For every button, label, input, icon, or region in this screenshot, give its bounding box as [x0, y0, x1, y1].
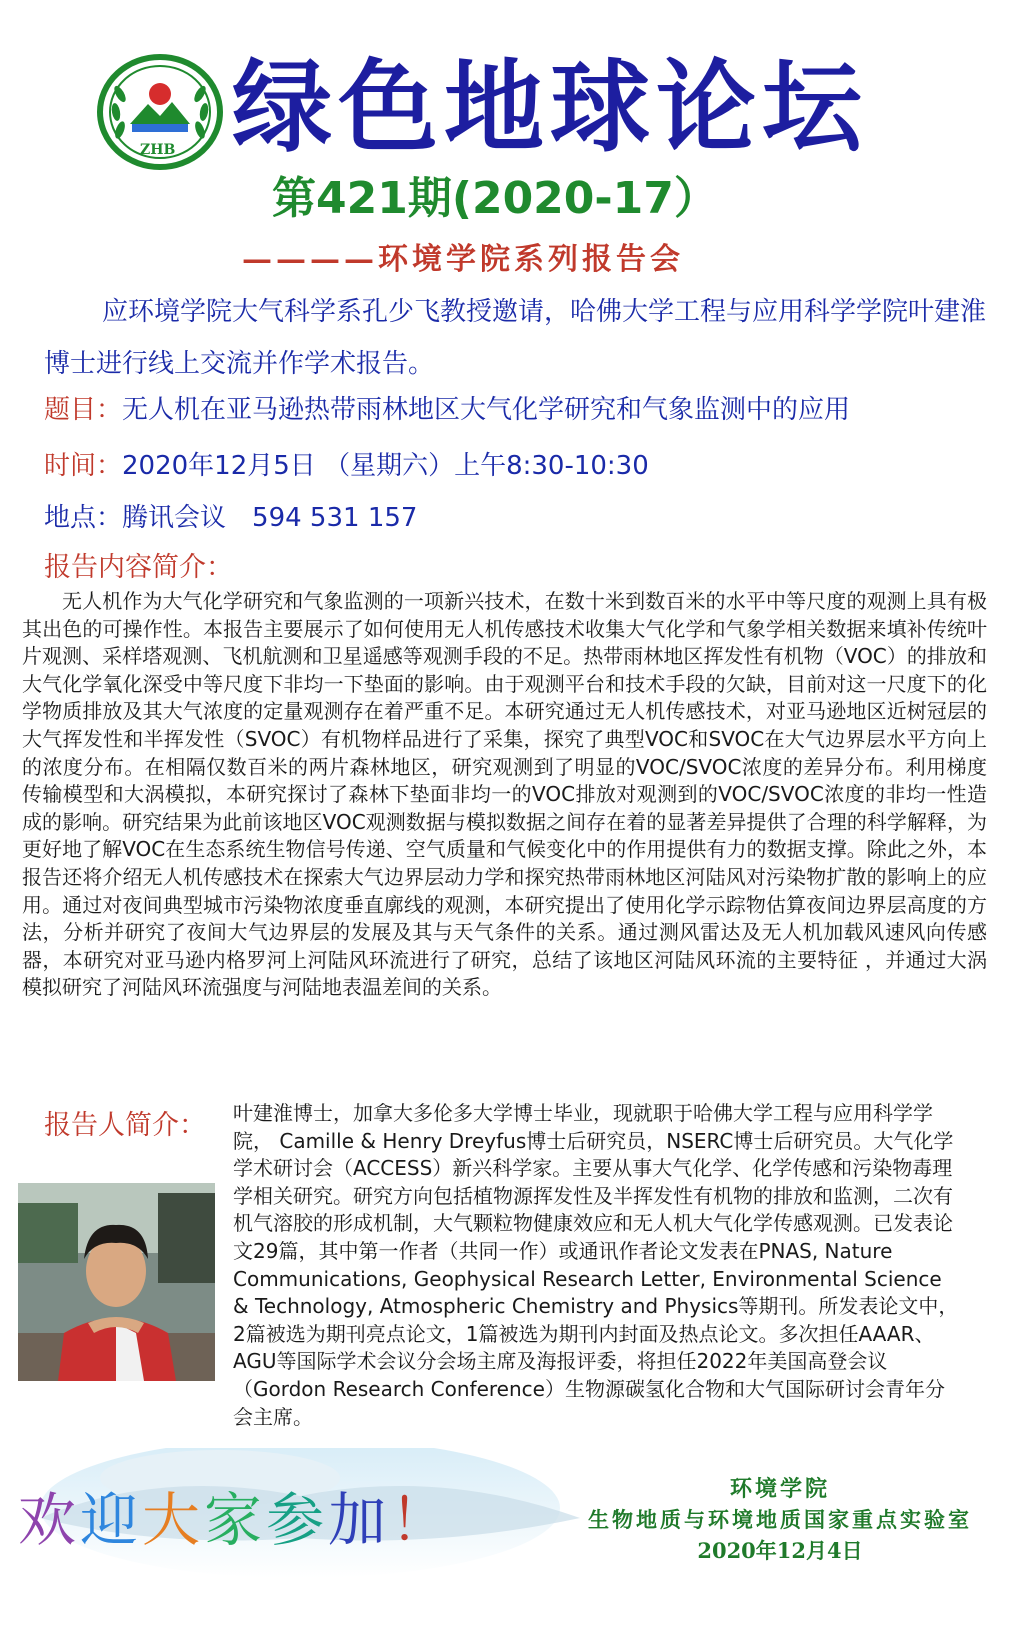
place-row	[44, 498, 417, 538]
speaker-photo	[18, 1183, 215, 1381]
welcome-char: 大	[142, 1486, 205, 1554]
series-subtitle: ————环境学院系列报告会	[242, 242, 684, 277]
time-value: 2020年12月5日 （星期六）上午8:30-10:30	[122, 451, 649, 481]
meeting-id: 594 531 157	[252, 503, 418, 533]
notice-date: 2020年12月4日	[697, 1538, 863, 1563]
organizer-school: 环境学院	[729, 1476, 830, 1502]
welcome-char: 参	[266, 1486, 329, 1554]
time-row	[44, 446, 649, 486]
place-value: 腾讯会议	[122, 503, 227, 533]
speaker-heading: 报告人简介：	[44, 1110, 206, 1141]
topic-value: 无人机在亚马逊热带雨林地区大气化学研究和气象监测中的应用	[122, 395, 851, 425]
issue-number: 第421期(2020-17）	[272, 173, 718, 224]
topic-row	[44, 390, 850, 430]
abstract-body: 无人机作为大气化学研究和气象监测的一项新兴技术，在数十米到数百米的水平中等尺度的观测上具有极其出色的可操作性。本报告主要展示了如何使用无人机传感技术收集大气化学和气象学相关数据来填补传统叶片观测、采样塔观测、飞机航测和卫星遥感等观测手段的不足。热带雨林地区挥发性有机物（VOC）的排放和大气化学氧化深受中等尺度下非均一下垫面的影响。由于观测平台和技术手段的欠缺，目前对这一尺度下的化学物质排放及其大气浓度的定量观测存在着严重不足。本研究通过无人机传感技术，对亚马逊地区近树冠层的大气挥发性和半挥发性（SVOC）有机物样品进行了采集，探究了典型VOC和SVOC在大气边界层水平方向上的浓度分布。在相隔仅数百米的两片森林地区，研究观测到了明显的VOC/SVOC浓度的差异分布。利用梯度传输模型和大涡模拟，本研究探讨了森林下垫面非均一的VOC排放对观测到的VOC/SVOC浓度的非均一性造成的影响。研究结果为此前该地区VOC观测数据与模拟数据之间存在着的显著差异提供了合理的科学解释，为更好地了解VOC在生态系统生物信号传递、空气质量和气候变化中的作用提供有力的数据支撑。除此之外，本报告还将介绍无人机传感技术在探索大气边界层动力学和探究热带雨林地区河陆风对污染物扩散的影响上的应用。通过对夜间典型城市污染物浓度垂直廓线的观测，本研究提出了使用化学示踪物估算夜间边界层高度的方法，分析并研究了夜间大气边界层的发展及其与天气条件的关系。通过测风雷达及无人机加载风速风向传感器，本研究对亚马逊内格罗河上河陆风环流进行了研究，总结了该地区河陆风环流的主要特征 ，并通过大涡模拟研究了河陆风环流强度与河陆地表温差间的关系。	[22, 589, 987, 1000]
abstract-heading: 报告内容简介：	[44, 552, 233, 583]
intro-paragraph: 应环境学院大气科学系孔少飞教授邀请，哈佛大学工程与应用科学学院叶建淮博士进行线上交流并作学术报告。	[44, 297, 987, 379]
zhb-logo	[96, 54, 224, 170]
welcome-char: 欢	[18, 1486, 81, 1554]
place-label: 地点：	[44, 503, 123, 533]
welcome-char: 家	[204, 1486, 267, 1554]
organizer-lab: 生物地质与环境地质国家重点实验室	[588, 1507, 972, 1532]
welcome-banner	[18, 1480, 452, 1560]
time-label: 时间：	[44, 451, 123, 481]
speaker-bio: 叶建淮博士，加拿大多伦多大学博士毕业，现就职于哈佛大学工程与应用科学学院， Camille & Henry Dreyfus博士后研究员，NSERC博士后研究员。大气化学学术研讨会（ACCESS）新兴科学家。主要从事大气化学、化学传感和污染物毒理学相关研究。研究方向包括植物源挥发性及半挥发性有机物的排放和监测，二次有机气溶胶的形成机制，大气颗粒物健康效应和无人机大气化学传感观测。已发表论文29篇，其中第一作者（共同一作）或通讯作者论文发表在PNAS, Nature Communications, Geophysical Research Letter, Environmental Science & Technology, Atmospheric Chemistry and Physics等期刊。所发表论文中，2篇被选为期刊亮点论文，1篇被选为期刊内封面及热点论文。多次担任AAAR、AGU等国际学术会议分会场主席及海报评委，将担任2022年美国高登会议（Gordon Research Conference）生物源碳氢化合物和大气国际研讨会青年分会主席。	[233, 1101, 959, 1429]
organizer-block	[560, 1474, 1000, 1566]
welcome-char: 迎	[80, 1486, 143, 1554]
logo-text: ZHB	[140, 142, 176, 158]
topic-label: 题目：	[44, 395, 123, 425]
welcome-char: ！	[390, 1486, 453, 1554]
welcome-char: 加	[328, 1486, 391, 1554]
forum-title: 绿色地球论坛	[232, 48, 868, 166]
